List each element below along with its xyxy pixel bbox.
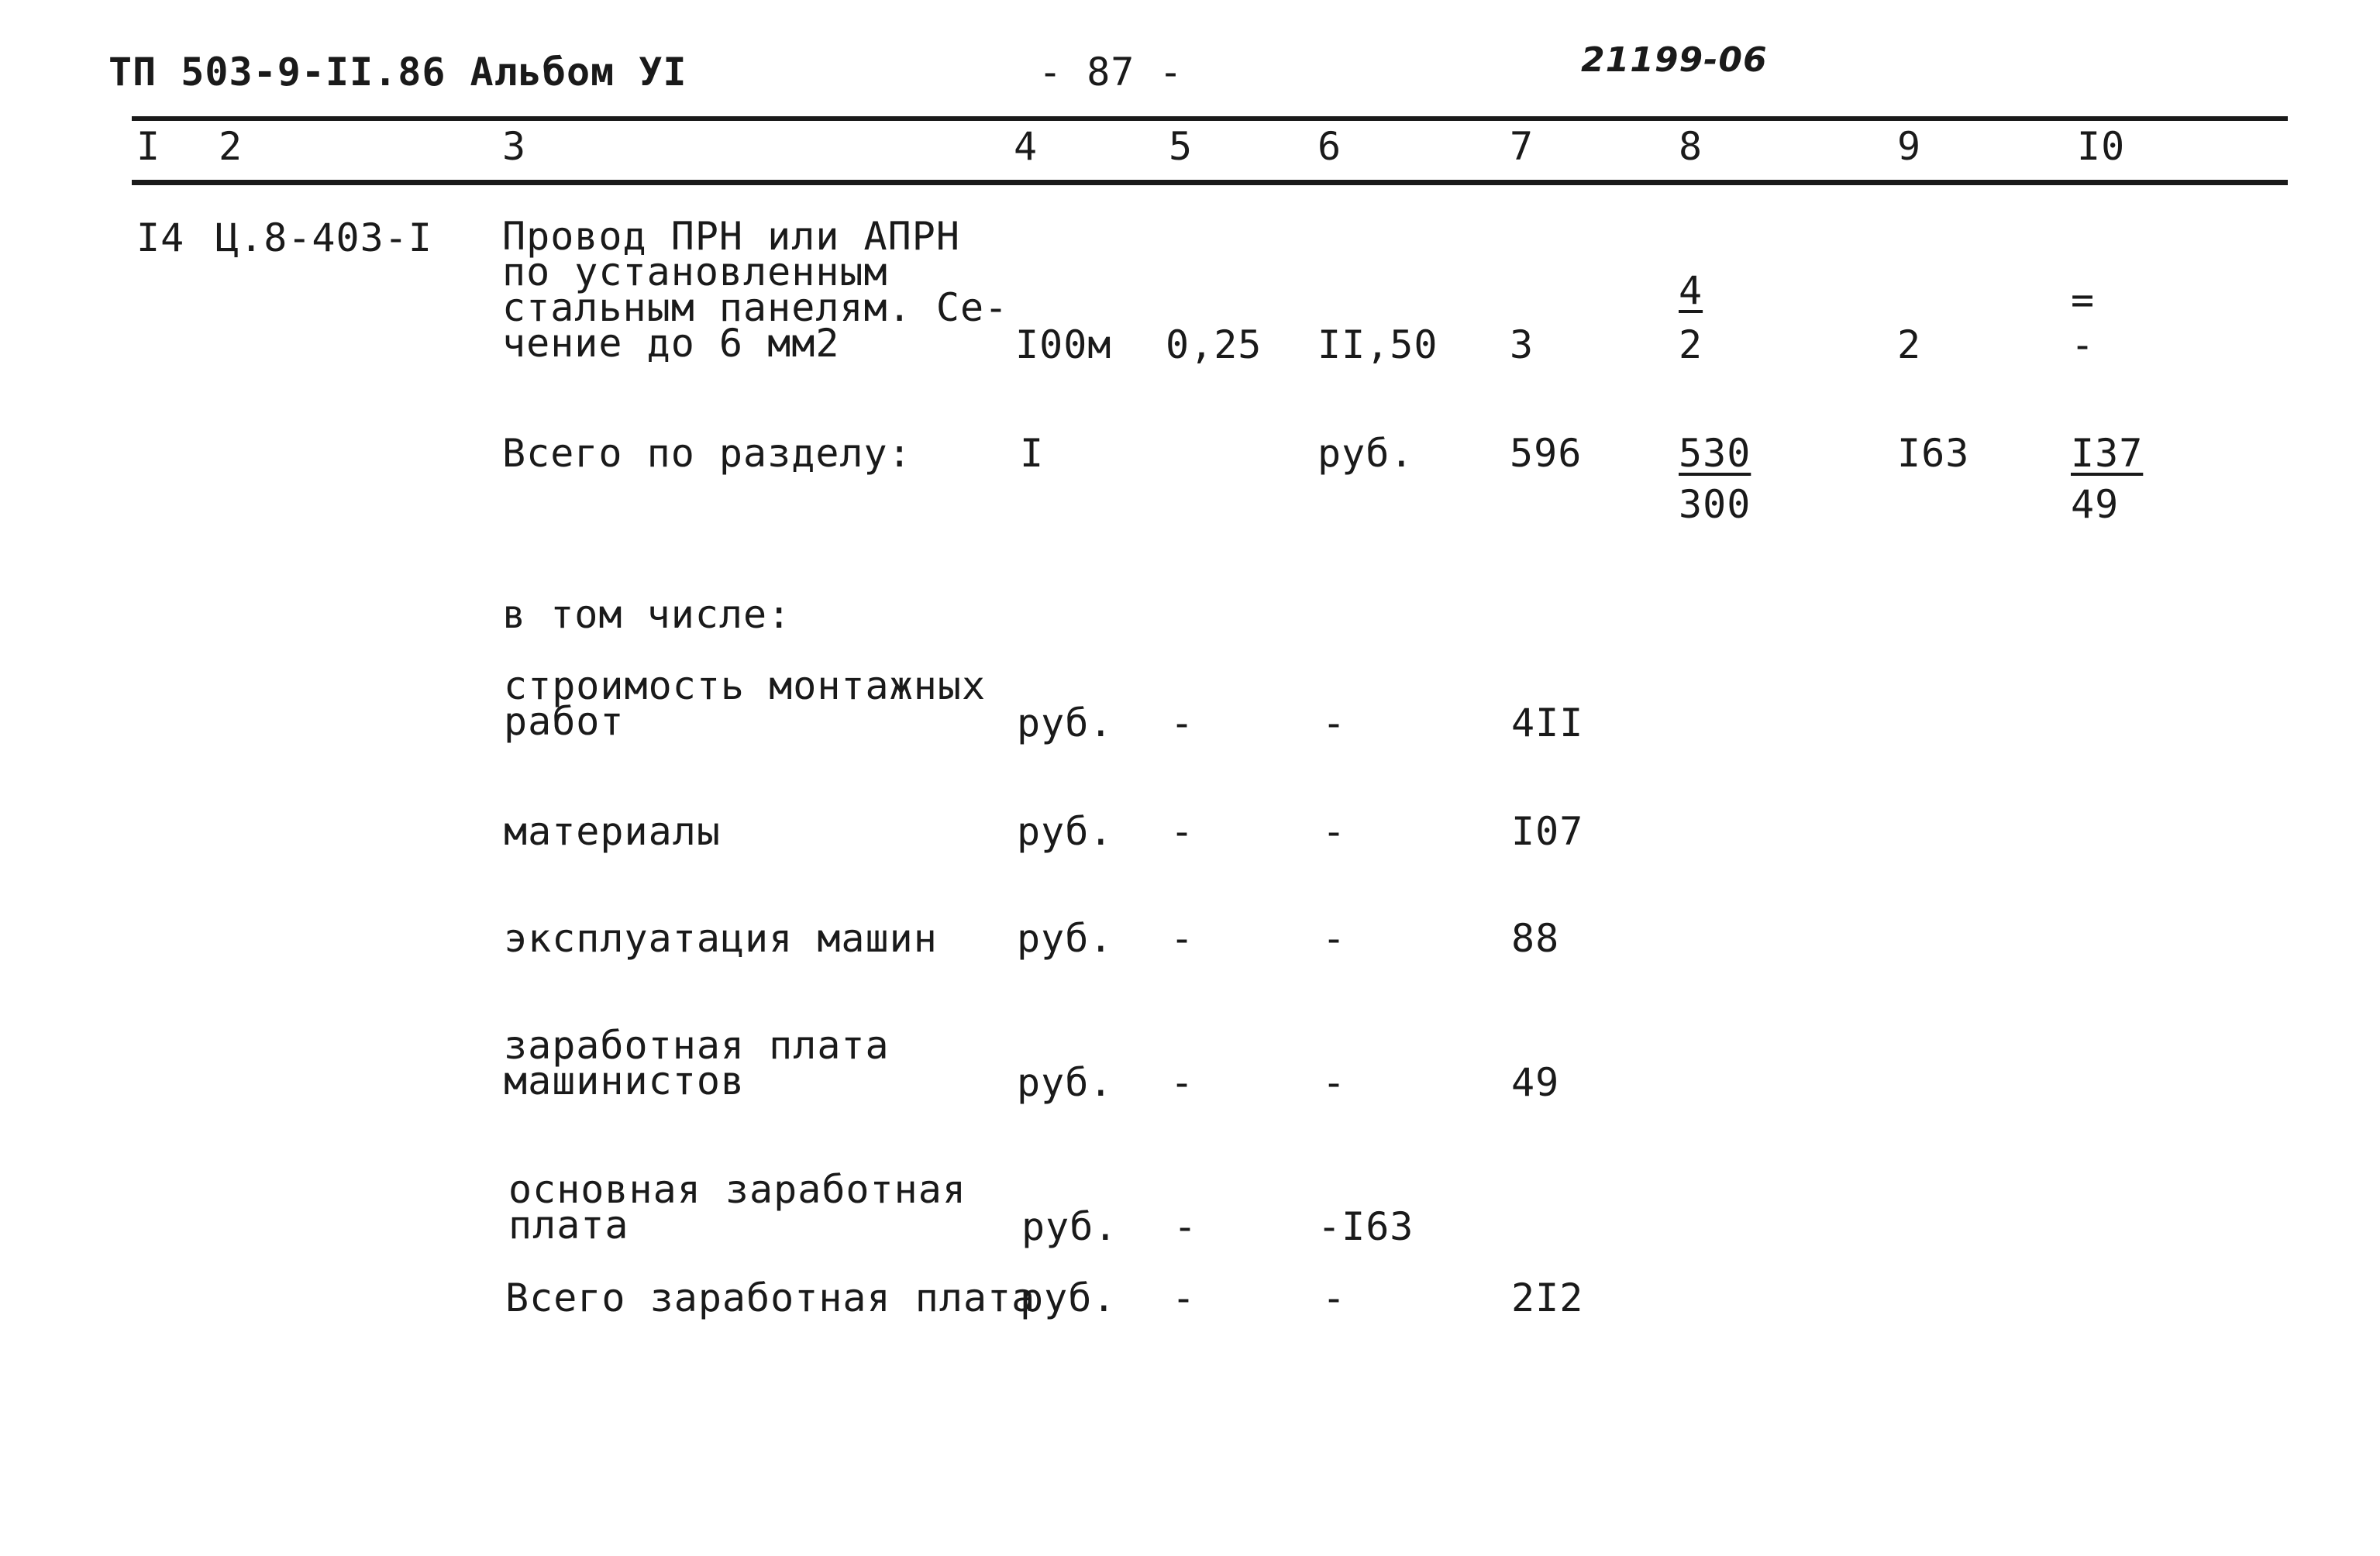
- column-header-1: I: [136, 124, 161, 169]
- table-top-rule: [132, 116, 2288, 121]
- archive-stamp: 21199-06: [1581, 40, 1768, 80]
- section-total-col10-bottom: 49: [2071, 482, 2120, 527]
- column-header-7: 7: [1510, 124, 1534, 169]
- item-number: I4: [136, 215, 185, 260]
- breakdown-unit: руб.: [1021, 1204, 1118, 1249]
- breakdown-col5: -: [1170, 1060, 1195, 1105]
- breakdown-col5: -: [1172, 1275, 1197, 1320]
- breakdown-col6: -: [1322, 701, 1347, 745]
- section-total-col8-bottom: 300: [1679, 482, 1751, 527]
- breakdown-col5: -: [1170, 809, 1195, 854]
- column-header-9: 9: [1897, 124, 1922, 169]
- item-col10-bottom: -: [2071, 322, 2096, 367]
- breakdown-unit: руб.: [1017, 701, 1114, 745]
- breakdown-col7: I07: [1511, 809, 1584, 854]
- breakdown-col7: 4II: [1511, 701, 1584, 745]
- column-header-6: 6: [1317, 124, 1342, 169]
- breakdown-unit: руб.: [1017, 809, 1114, 854]
- breakdown-col7: 2I2: [1511, 1275, 1584, 1320]
- section-total-col10-top: I37: [2071, 431, 2144, 476]
- section-total-col4: I: [1020, 431, 1045, 476]
- breakdown-label: материалы: [504, 809, 721, 854]
- section-total-label: Всего по разделу:: [502, 431, 912, 476]
- column-header-3: 3: [502, 124, 527, 169]
- breakdown-label: Всего заработная плата: [505, 1275, 1036, 1320]
- section-total-col8-top: 530: [1679, 431, 1751, 476]
- including-label: в том числе:: [502, 592, 792, 637]
- breakdown-col6: -I63: [1317, 1204, 1414, 1249]
- breakdown-label: строимость монтажных работ: [504, 663, 987, 744]
- section-total-col6: руб.: [1317, 431, 1414, 476]
- item-col9: 2: [1897, 322, 1922, 367]
- column-header-4: 4: [1014, 124, 1038, 169]
- breakdown-col6: -: [1322, 1060, 1347, 1105]
- breakdown-label: заработная плата машинистов: [504, 1023, 890, 1103]
- breakdown-col7: 49: [1511, 1060, 1560, 1105]
- breakdown-unit: руб.: [1017, 1060, 1114, 1105]
- breakdown-col6: -: [1322, 916, 1347, 961]
- column-header-8: 8: [1679, 124, 1703, 169]
- page-number: - 87 -: [1038, 50, 1183, 95]
- column-header-2: 2: [219, 124, 243, 169]
- item-total: 3: [1510, 322, 1534, 367]
- breakdown-col6: -: [1322, 809, 1347, 854]
- item-unit: I00м: [1015, 322, 1112, 367]
- breakdown-col7: 88: [1511, 916, 1560, 961]
- item-col10-top: =: [2071, 277, 2096, 322]
- breakdown-col6: -: [1322, 1275, 1347, 1320]
- breakdown-col5: -: [1173, 1204, 1198, 1249]
- breakdown-col5: -: [1170, 701, 1195, 745]
- breakdown-unit: руб.: [1017, 916, 1114, 961]
- table-header-bottom-rule: [132, 180, 2288, 185]
- item-description: Провод ПРН или АПРН по установленным стальным панелям. Се- чение до 6 мм2: [502, 214, 1009, 366]
- item-col8-top: 4: [1679, 268, 1703, 313]
- section-total-col7: 596: [1510, 431, 1583, 476]
- item-code: Ц.8-403-I: [215, 215, 432, 260]
- section-total-col9: I63: [1897, 431, 1970, 476]
- breakdown-label: эксплуатация машин: [504, 916, 938, 961]
- item-price: II,50: [1317, 322, 1438, 367]
- item-col8-bottom: 2: [1679, 322, 1703, 367]
- column-header-10: I0: [2077, 124, 2126, 169]
- breakdown-label: основная заработная плата: [508, 1167, 966, 1248]
- breakdown-col5: -: [1170, 916, 1195, 961]
- item-quantity: 0,25: [1166, 322, 1262, 367]
- column-header-5: 5: [1169, 124, 1193, 169]
- breakdown-unit: руб.: [1020, 1275, 1117, 1320]
- document-reference: ТП 503-9-II.86 Альбом УI: [108, 50, 687, 95]
